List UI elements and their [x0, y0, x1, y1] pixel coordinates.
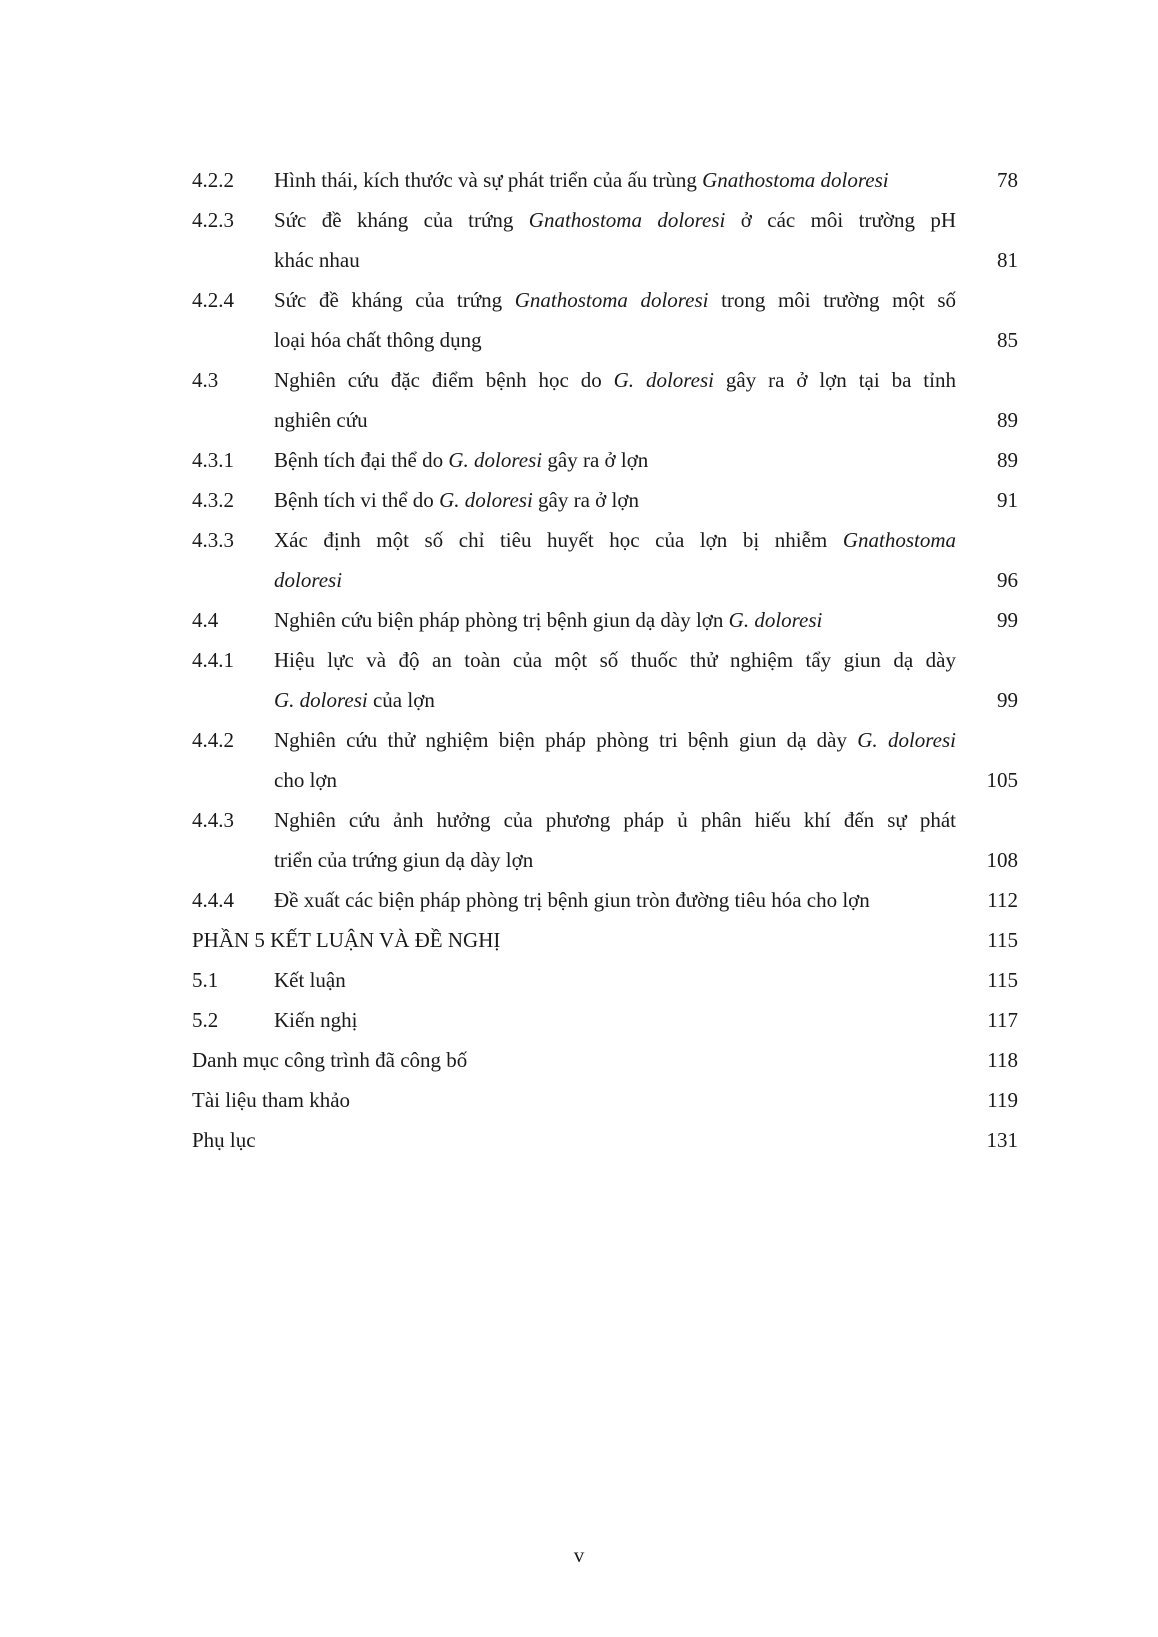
toc-title [274, 360, 956, 400]
toc-title [274, 200, 956, 240]
toc-title [274, 160, 956, 200]
toc-title-text: ở các môi trường pH [725, 208, 957, 232]
toc-title [274, 320, 956, 360]
toc-title-italic: G. doloresi [613, 368, 714, 392]
toc-title-text: Danh mục công trình đã công bố [192, 1048, 468, 1072]
toc-section-number: 4.3.3 [192, 528, 234, 552]
table-of-contents [192, 160, 1018, 1160]
toc-section-number: 4.3 [192, 368, 219, 392]
toc-line [192, 360, 1018, 400]
toc-title [192, 1120, 256, 1160]
toc-page-number: 78 [997, 168, 1018, 192]
toc-title-text: triển của trứng giun dạ dày lợn [274, 848, 534, 872]
toc-entry [192, 960, 1018, 1000]
toc-entry [192, 1040, 1018, 1080]
toc-title-text: Nghiên cứu thử nghiệm biện pháp phòng tri bệnh giun dạ dày [274, 728, 858, 752]
toc-entry [192, 280, 1018, 360]
toc-entry [192, 800, 1018, 880]
toc-line [192, 720, 1018, 760]
toc-entry [192, 640, 1018, 720]
toc-title [274, 760, 956, 800]
toc-entry [192, 200, 1018, 280]
toc-title [274, 680, 956, 720]
toc-entry [192, 720, 1018, 800]
toc-title [274, 440, 956, 480]
toc-entry [192, 1120, 1018, 1160]
toc-title-italic: G. doloresi [439, 488, 533, 512]
toc-title-text: Đề xuất các biện pháp phòng trị bệnh giun tròn đường tiêu hóa cho lợn [274, 888, 870, 912]
toc-entry [192, 480, 1018, 520]
toc-entry [192, 1080, 1018, 1120]
toc-title [274, 840, 956, 880]
toc-title-italic: G. doloresi [728, 608, 823, 632]
toc-title [274, 1000, 956, 1040]
toc-page-number: 85 [997, 328, 1018, 352]
toc-title-italic: Gnathostoma doloresi [528, 208, 726, 232]
toc-title-text: trong môi trường một số [708, 288, 957, 312]
toc-line [192, 640, 1018, 680]
toc-section-number: 4.2.4 [192, 288, 234, 312]
toc-page-number: 105 [986, 768, 1018, 792]
toc-title [192, 920, 500, 960]
page-number: v [573, 1543, 585, 1567]
toc-line [192, 960, 1018, 1000]
toc-title-italic: G. doloresi [857, 728, 956, 752]
toc-title [274, 280, 956, 320]
toc-title-text: Kết luận [274, 968, 346, 992]
toc-title [274, 640, 956, 680]
toc-line [192, 1080, 1018, 1120]
toc-title [274, 520, 956, 560]
toc-title-text: khác nhau [274, 248, 360, 272]
toc-page-number: 91 [997, 488, 1018, 512]
toc-title-italic: G. doloresi [448, 448, 543, 472]
toc-section-number: 4.4.4 [192, 888, 234, 912]
toc-title [274, 400, 956, 440]
toc-title-italic: Gnathostoma doloresi [514, 288, 709, 312]
toc-page-number: 108 [986, 848, 1018, 872]
toc-section-number: 5.2 [192, 1008, 219, 1032]
toc-page-number: 99 [997, 688, 1018, 712]
toc-title-text: Phụ lục [192, 1128, 256, 1152]
toc-line [192, 760, 1018, 800]
toc-line [192, 680, 1018, 720]
toc-section-number: 5.1 [192, 968, 219, 992]
toc-entry [192, 600, 1018, 640]
toc-title-text: Tài liệu tham khảo [192, 1088, 351, 1112]
toc-line [192, 1040, 1018, 1080]
toc-title-text: Bệnh tích đại thể do [274, 448, 449, 472]
toc-title-text: Sức đề kháng của trứng [274, 208, 529, 232]
toc-section-number: 4.4 [192, 608, 219, 632]
toc-section-number: 4.3.2 [192, 488, 234, 512]
toc-title-text: Nghiên cứu ảnh hưởng của phương pháp ủ phân hiếu khí đến sự phát [274, 808, 956, 832]
toc-title [274, 600, 956, 640]
toc-title-text: gây ra ở lợn [532, 488, 639, 512]
toc-page-number: 81 [997, 248, 1018, 272]
toc-title-italic: G. doloresi [274, 688, 368, 712]
toc-title-text: Nghiên cứu biện pháp phòng trị bệnh giun dạ dày lợn [274, 608, 729, 632]
toc-entry [192, 360, 1018, 440]
toc-page-number: 96 [997, 568, 1018, 592]
toc-section-number: 4.3.1 [192, 448, 234, 472]
toc-line [192, 600, 1018, 640]
toc-title-italic: Gnathostoma [842, 528, 956, 552]
toc-page-number: 119 [987, 1088, 1018, 1112]
toc-line [192, 440, 1018, 480]
toc-title [274, 800, 956, 840]
toc-entry [192, 920, 1018, 960]
toc-title-text: gây ra ở lợn tại ba tỉnh [714, 368, 956, 392]
toc-line [192, 560, 1018, 600]
toc-section-number: 4.2.3 [192, 208, 234, 232]
toc-line [192, 320, 1018, 360]
toc-line [192, 400, 1018, 440]
toc-line [192, 1120, 1018, 1160]
toc-title [274, 720, 956, 760]
toc-title [274, 880, 956, 920]
toc-section-number: 4.2.2 [192, 168, 234, 192]
toc-line [192, 840, 1018, 880]
toc-title-text: Nghiên cứu đặc điểm bệnh học do [274, 368, 614, 392]
toc-title-text: Hiệu lực và độ an toàn của một số thuốc thử nghiệm tẩy giun dạ dày [274, 648, 956, 672]
toc-entry [192, 520, 1018, 600]
toc-title-text: Sức đề kháng của trứng [274, 288, 515, 312]
toc-page-number: 99 [997, 608, 1018, 632]
toc-line [192, 160, 1018, 200]
toc-page-number: 115 [987, 968, 1018, 992]
toc-line [192, 240, 1018, 280]
toc-entry [192, 1000, 1018, 1040]
toc-title [274, 240, 956, 280]
toc-entry [192, 880, 1018, 920]
toc-page-number: 118 [987, 1048, 1018, 1072]
toc-line [192, 480, 1018, 520]
toc-page-number: 112 [987, 888, 1018, 912]
toc-line [192, 280, 1018, 320]
toc-title [192, 1040, 467, 1080]
toc-entry [192, 440, 1018, 480]
toc-page-number: 131 [986, 1128, 1018, 1152]
toc-section-number: 4.4.3 [192, 808, 234, 832]
toc-page-number: 89 [997, 408, 1018, 432]
toc-title-text: nghiên cứu [274, 408, 368, 432]
toc-title-text: gây ra ở lợn [542, 448, 649, 472]
toc-page-number: 89 [997, 448, 1018, 472]
toc-title-text: cho lợn [274, 768, 338, 792]
toc-entry [192, 160, 1018, 200]
toc-line [192, 800, 1018, 840]
toc-title-text: Hình thái, kích thước và sự phát triển của ấu trùng [274, 168, 703, 192]
toc-line [192, 1000, 1018, 1040]
toc-title-text: Bệnh tích vi thể do [274, 488, 440, 512]
toc-line [192, 880, 1018, 920]
toc-section-number: 4.4.2 [192, 728, 234, 752]
toc-title-text: PHẦN 5 KẾT LUẬN VÀ ĐỀ NGHỊ [192, 928, 501, 952]
toc-line [192, 200, 1018, 240]
toc-line [192, 520, 1018, 560]
toc-title-text: Xác định một số chỉ tiêu huyết học của lợn bị nhiễm [274, 528, 843, 552]
toc-page-number: 115 [987, 928, 1018, 952]
toc-page-number: 117 [987, 1008, 1018, 1032]
toc-section-number: 4.4.1 [192, 648, 234, 672]
toc-title-text: Kiến nghị [274, 1008, 358, 1032]
toc-title-text: loại hóa chất thông dụng [274, 328, 482, 352]
toc-title [274, 480, 956, 520]
toc-title-italic: Gnathostoma doloresi [702, 168, 889, 192]
toc-title [274, 560, 956, 600]
toc-title-italic: doloresi [274, 568, 343, 592]
toc-title [192, 1080, 350, 1120]
toc-title-text: của lợn [367, 688, 435, 712]
toc-line [192, 920, 1018, 960]
toc-title [274, 960, 956, 1000]
